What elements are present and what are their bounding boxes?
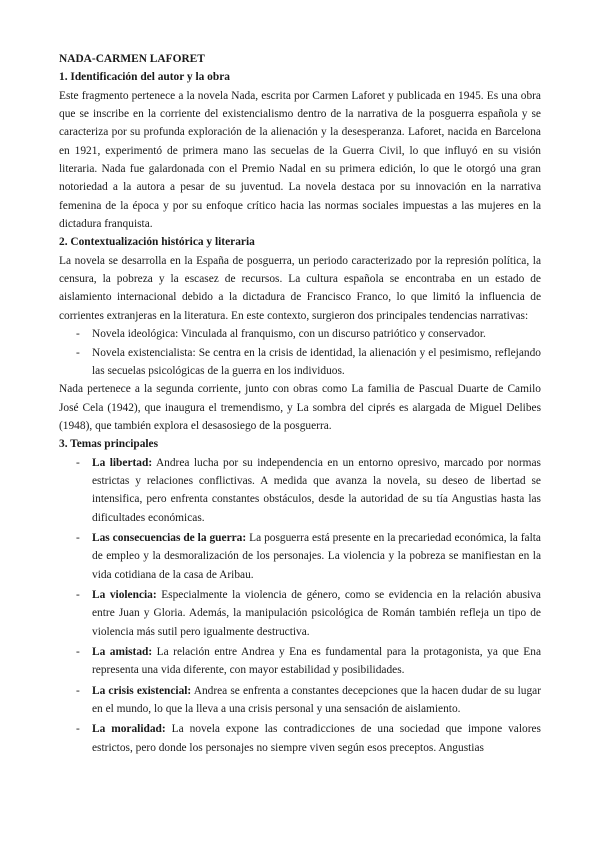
theme-text: La novela expone las contradicciones de una sociedad que impone valores estrictos, pero donde los personajes no siempre viven según esos preceptos. Angustias: [92, 723, 541, 754]
section-1-heading: 1. Identificación del autor y la obra: [59, 71, 230, 84]
theme-text: Especialmente la violencia de género, como se evidencia en la relación abusiva entre Juan y Gloria. Además, la manipulación psicológica de Román también refleja un tipo de violencia más sutil pero igualmente destructiva.: [92, 588, 541, 638]
narrative-tendencies-list: [59, 325, 541, 380]
list-marker: -: [76, 588, 80, 601]
list-item: [59, 720, 541, 757]
list-marker: -: [76, 346, 80, 359]
section-1-paragraph: Este fragmento pertenece a la novela Nada, escrita por Carmen Laforet y publicada en 1945. Es una obra que se inscribe en la corriente del existencialismo dentro de la narrativa de la posguerra española y se caracteriza por su profunda exploración de la alienación y la desesperanza. Laforet, nacida en Barcelona en 1921, experimentó de primera mano las secuelas de la Guerra Civil, lo que influyó en su visión literaria. Nada fue galardonada con el Premio Nadal en su primera edición, lo que le otorgó una gran notoriedad a la autora a pesar de su juventud. La novela destaca por su innovación en la narrativa femenina de la época y por su enfoque crítico hacia las normas sociales impuestas a las mujeres en la dictadura franquista.: [59, 89, 541, 231]
document-page: [59, 50, 541, 759]
list-item: [59, 325, 541, 343]
list-item: [59, 586, 541, 641]
section-2-closing: Nada pertenece a la segunda corriente, junto con obras como La familia de Pascual Duarte de Camilo José Cela (1942), que inaugura el tremendismo, y La sombra del ciprés es alargada de Miguel Delibes (1948), que también explora el desasosiego de la posguerra.: [59, 383, 541, 432]
list-marker: -: [76, 531, 80, 544]
theme-term: La libertad:: [92, 456, 153, 469]
list-item: [59, 454, 541, 527]
list-item: [59, 529, 541, 584]
list-item: [59, 344, 541, 381]
list-item: [59, 643, 541, 680]
document-title: NADA-CARMEN LAFORET: [59, 53, 205, 65]
theme-text: La posguerra está presente en la precariedad económica, la falta de empleo y la desmoralización de los personajes. La violencia y la pobreza se manifiestan en la vida cotidiana de la casa de Aribau.: [92, 531, 541, 581]
list-marker: -: [76, 646, 80, 658]
theme-term: Las consecuencias de la guerra:: [92, 531, 247, 544]
list-item: [59, 682, 541, 719]
theme-term: La crisis existencial:: [92, 684, 192, 697]
section-3-heading: 3. Temas principales: [59, 438, 159, 451]
theme-text: Andrea lucha por su independencia en un entorno opresivo, marcado por normas estrictas y relaciones conflictivas. A medida que avanza la novela, su deseo de libertad se intensifica, pero enfrenta constantes obstáculos, desde la autoridad de su tía Angustias hasta las dificultades económicas.: [92, 456, 541, 524]
theme-text: La relación entre Andrea y Ena es fundamental para la protagonista, ya que Ena representa una vida diferente, con mayor estabilidad y posibilidades.: [92, 646, 541, 677]
list-marker: -: [76, 684, 80, 697]
theme-term: La violencia:: [92, 588, 157, 601]
themes-list: [59, 454, 541, 758]
section-2-heading: 2. Contextualización histórica y literaria: [59, 236, 255, 249]
section-2-paragraph: La novela se desarrolla en la España de posguerra, un periodo caracterizado por la represión política, la censura, la pobreza y la escasez de recursos. La cultura española se encontraba en un estado de aislamiento internacional debido a la dictadura de Francisco Franco, lo que limitó la influencia de corrientes extranjeras en la literatura. En este contexto, surgieron dos principales tendencias narrativas:: [59, 254, 541, 322]
list-item-text: Novela ideológica: Vinculada al franquismo, con un discurso patriótico y conservador.: [92, 328, 486, 341]
theme-term: La amistad:: [92, 646, 153, 658]
list-marker: -: [76, 328, 80, 341]
list-marker: -: [76, 456, 80, 469]
list-item-text: Novela existencialista: Se centra en la crisis de identidad, la alienación y el pesimismo, reflejando las secuelas psicológicas de la guerra en los individuos.: [92, 346, 541, 377]
list-marker: -: [76, 723, 80, 736]
theme-term: La moralidad:: [92, 723, 166, 736]
theme-text: Andrea se enfrenta a constantes decepciones que la hacen dudar de su lugar en el mundo, lo que la lleva a una crisis personal y una sensación de aislamiento.: [92, 684, 541, 716]
